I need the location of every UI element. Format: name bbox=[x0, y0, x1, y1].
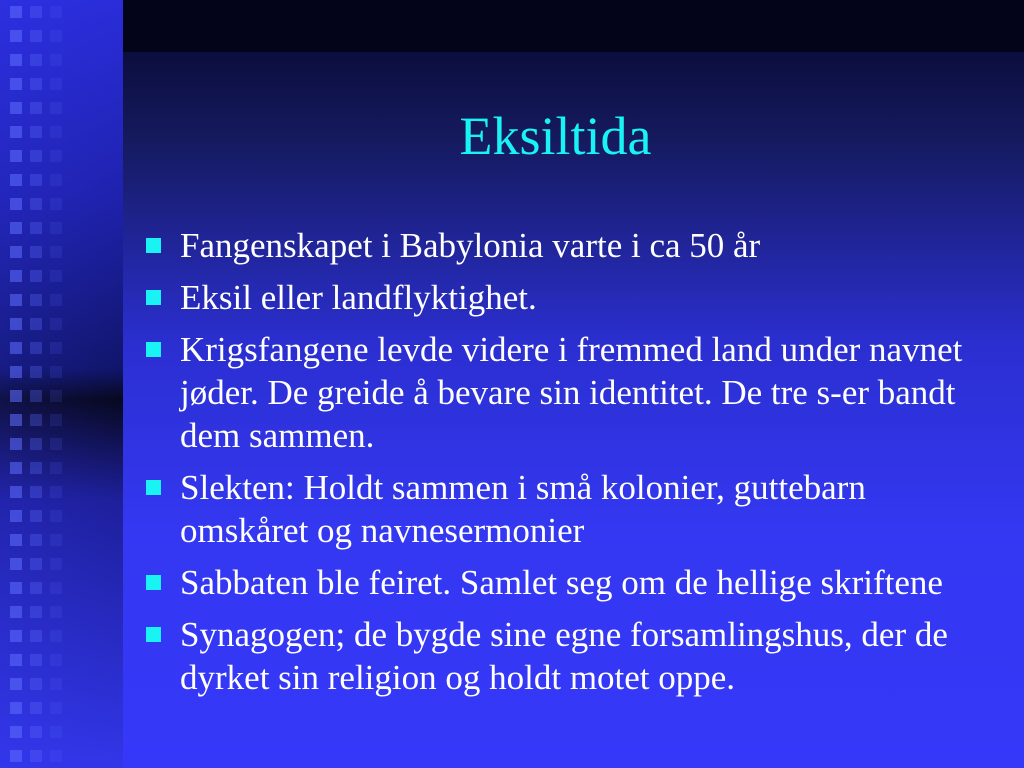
decorative-square bbox=[30, 198, 42, 210]
decorative-square bbox=[50, 342, 62, 354]
decorative-square bbox=[30, 126, 42, 138]
decorative-square bbox=[30, 150, 42, 162]
bullet-text: Synagogen; de bygde sine egne forsamlingshus, der de dyrket sin religion og holdt motet oppe. bbox=[180, 615, 948, 697]
square-bullet-icon bbox=[146, 575, 161, 590]
decorative-square bbox=[10, 294, 22, 306]
decorative-square bbox=[30, 390, 42, 402]
decorative-square bbox=[10, 702, 22, 714]
decorative-square bbox=[30, 558, 42, 570]
square-bullet-icon bbox=[146, 238, 161, 253]
decorative-square bbox=[30, 630, 42, 642]
bullet-text: Slekten: Holdt sammen i små kolonier, guttebarn omskåret og navnesermonier bbox=[180, 468, 866, 550]
bullet-item bbox=[140, 224, 990, 267]
decorative-square bbox=[10, 510, 22, 522]
bullet-item bbox=[140, 613, 990, 699]
decorative-square bbox=[50, 438, 62, 450]
decorative-square bbox=[50, 270, 62, 282]
square-bullet-icon bbox=[146, 290, 161, 305]
decorative-square bbox=[30, 270, 42, 282]
decorative-square bbox=[50, 750, 62, 762]
decorative-square bbox=[50, 6, 62, 18]
decorative-square bbox=[50, 582, 62, 594]
top-dark-bar bbox=[123, 0, 1024, 52]
decorative-square-column bbox=[48, 0, 64, 768]
decorative-square bbox=[30, 222, 42, 234]
bullet-text: Sabbaten ble feiret. Samlet seg om de hellige skriftene bbox=[180, 563, 943, 602]
decorative-square bbox=[50, 102, 62, 114]
square-bullet-icon bbox=[146, 342, 161, 357]
decorative-square bbox=[50, 126, 62, 138]
decorative-square bbox=[30, 414, 42, 426]
decorative-square bbox=[50, 174, 62, 186]
decorative-square bbox=[50, 462, 62, 474]
decorative-square bbox=[30, 438, 42, 450]
decorative-square bbox=[30, 30, 42, 42]
decorative-square bbox=[30, 342, 42, 354]
decorative-square bbox=[10, 414, 22, 426]
decorative-square bbox=[50, 486, 62, 498]
decorative-square bbox=[10, 438, 22, 450]
decorative-square bbox=[10, 198, 22, 210]
decorative-square bbox=[50, 246, 62, 258]
decorative-square bbox=[50, 30, 62, 42]
decorative-square bbox=[30, 6, 42, 18]
decorative-square bbox=[50, 678, 62, 690]
decorative-square bbox=[50, 222, 62, 234]
decorative-square bbox=[30, 654, 42, 666]
decorative-square bbox=[10, 750, 22, 762]
decorative-square bbox=[30, 174, 42, 186]
decorative-square bbox=[10, 54, 22, 66]
decorative-square bbox=[50, 606, 62, 618]
decorative-square bbox=[50, 510, 62, 522]
decorative-square bbox=[50, 414, 62, 426]
decorative-square bbox=[50, 630, 62, 642]
bullet-list bbox=[140, 224, 990, 708]
decorative-square bbox=[10, 558, 22, 570]
decorative-square bbox=[50, 558, 62, 570]
decorative-square bbox=[10, 150, 22, 162]
decorative-square bbox=[10, 486, 22, 498]
decorative-square bbox=[10, 534, 22, 546]
decorative-square bbox=[30, 510, 42, 522]
bullet-text: Eksil eller landflyktighet. bbox=[180, 278, 537, 317]
decorative-square bbox=[50, 54, 62, 66]
decorative-square bbox=[10, 582, 22, 594]
decorative-square bbox=[10, 654, 22, 666]
decorative-square bbox=[10, 606, 22, 618]
slide-title: Eksiltida bbox=[459, 106, 652, 166]
decorative-square bbox=[10, 342, 22, 354]
decorative-square bbox=[10, 318, 22, 330]
decorative-square bbox=[30, 294, 42, 306]
decorative-square bbox=[10, 78, 22, 90]
decorative-square bbox=[30, 462, 42, 474]
decorative-square-column bbox=[8, 0, 24, 768]
bullet-item bbox=[140, 561, 990, 604]
decorative-square bbox=[10, 630, 22, 642]
decorative-square bbox=[30, 318, 42, 330]
decorative-square bbox=[30, 726, 42, 738]
decorative-square bbox=[30, 582, 42, 594]
decorative-square-column bbox=[28, 0, 44, 768]
decorative-square bbox=[30, 606, 42, 618]
square-bullet-icon bbox=[146, 480, 161, 495]
decorative-square bbox=[50, 366, 62, 378]
decorative-square bbox=[30, 246, 42, 258]
decorative-square bbox=[30, 486, 42, 498]
decorative-square bbox=[10, 174, 22, 186]
decorative-square bbox=[10, 30, 22, 42]
decorative-square bbox=[10, 366, 22, 378]
decorative-square bbox=[30, 78, 42, 90]
decorative-square bbox=[50, 726, 62, 738]
decorative-square bbox=[10, 390, 22, 402]
decorative-square bbox=[50, 150, 62, 162]
decorative-square bbox=[30, 366, 42, 378]
decorative-square bbox=[50, 78, 62, 90]
bullet-item bbox=[140, 466, 990, 552]
decorative-square bbox=[30, 678, 42, 690]
decorative-square bbox=[50, 318, 62, 330]
bullet-item bbox=[140, 328, 990, 457]
decorative-square bbox=[10, 102, 22, 114]
decorative-square bbox=[50, 294, 62, 306]
decorative-square bbox=[10, 678, 22, 690]
decorative-square bbox=[10, 246, 22, 258]
decorative-square bbox=[10, 270, 22, 282]
decorative-square bbox=[30, 54, 42, 66]
decorative-square bbox=[50, 198, 62, 210]
bullet-text: Krigsfangene levde videre i fremmed land under navnet jøder. De greide å bevare sin identitet. De tre s-er bandt dem sammen. bbox=[180, 330, 963, 455]
bullet-item bbox=[140, 276, 990, 319]
decorative-square bbox=[10, 6, 22, 18]
decorative-square bbox=[50, 654, 62, 666]
square-bullet-icon bbox=[146, 627, 161, 642]
bullet-text: Fangenskapet i Babylonia varte i ca 50 år bbox=[180, 226, 761, 265]
decorative-square bbox=[10, 126, 22, 138]
decorative-square bbox=[30, 102, 42, 114]
decorative-square bbox=[10, 726, 22, 738]
decorative-square bbox=[30, 750, 42, 762]
decorative-square bbox=[30, 534, 42, 546]
decorative-square bbox=[50, 534, 62, 546]
decorative-square bbox=[10, 462, 22, 474]
decorative-square bbox=[50, 390, 62, 402]
decorative-square bbox=[50, 702, 62, 714]
decorative-square bbox=[10, 222, 22, 234]
decorative-square bbox=[30, 702, 42, 714]
